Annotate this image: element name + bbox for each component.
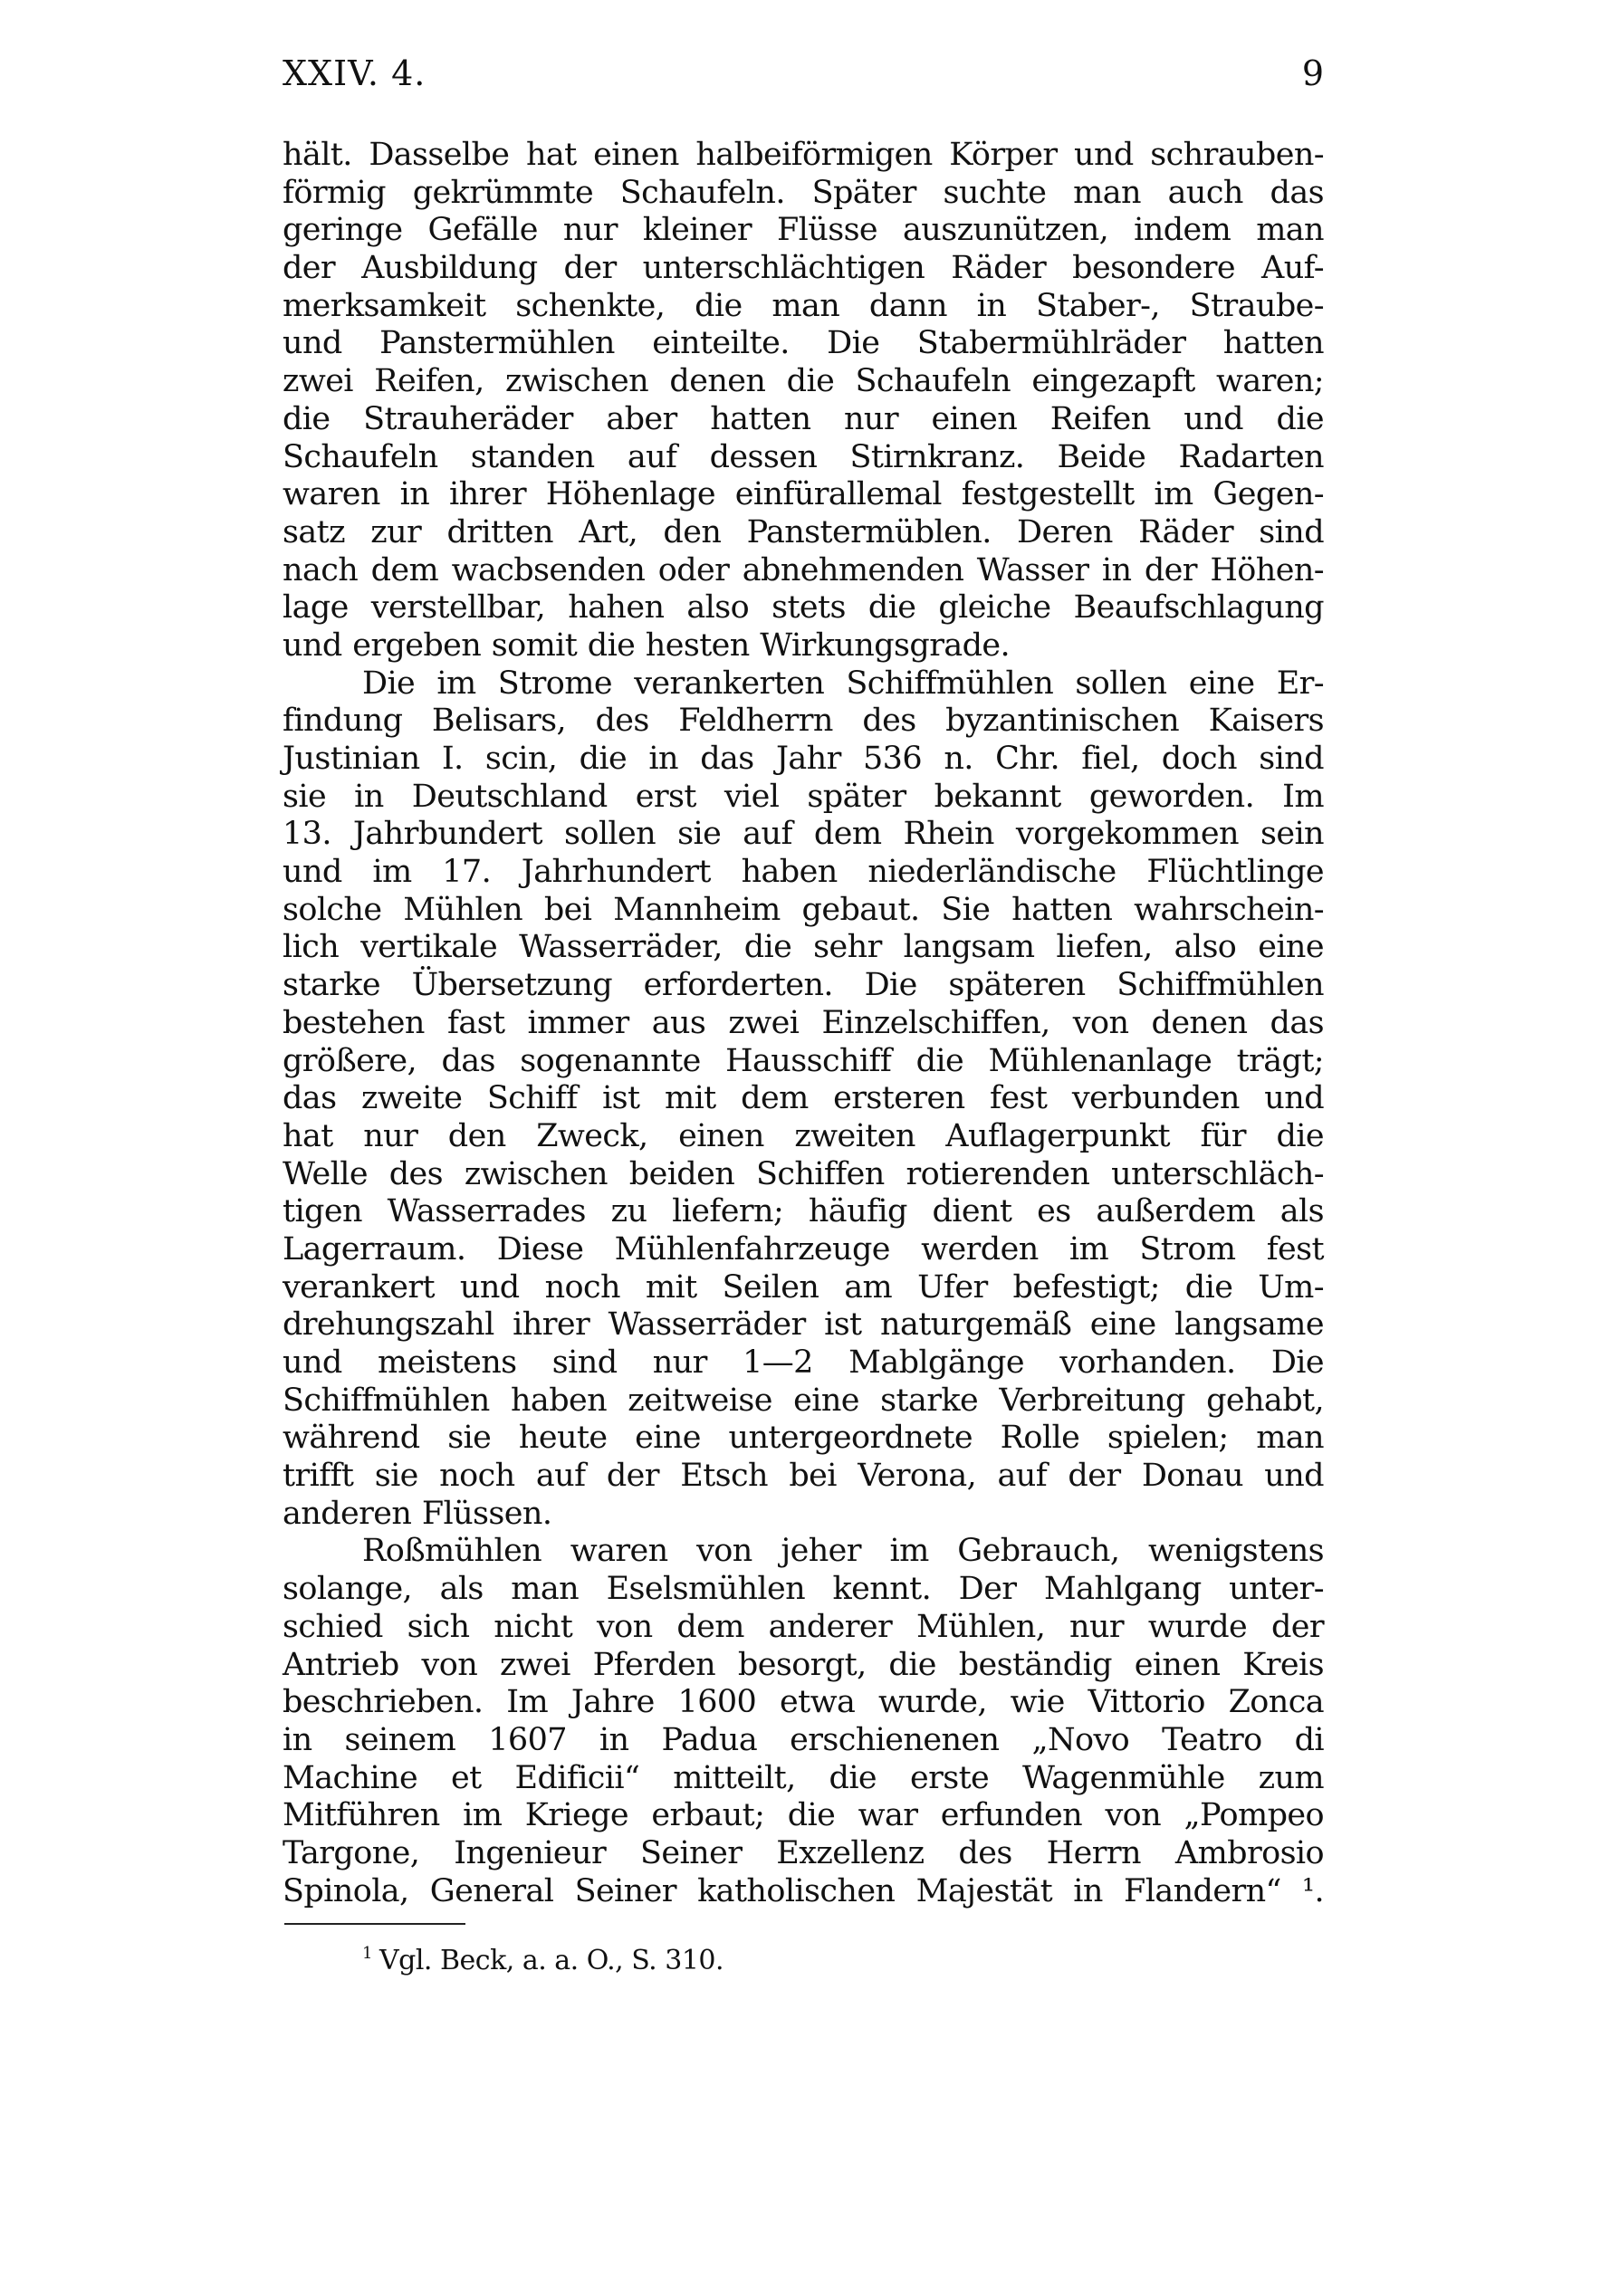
text-line: Machine et Edificii“ mitteilt, die erste Wagenmühle zum — [283, 1759, 1324, 1796]
text-line: solange, als man Eselsmühlen kennt. Der Mahlgang unter- — [283, 1571, 1324, 1608]
text-line: Justinian I. scin, die in das Jahr 536 n. Chr. fiel, doch sind — [283, 741, 1324, 777]
text-line: und im 17. Jahrhundert haben niederländische Flüchtlinge — [283, 854, 1324, 891]
text-line: lage verstellbar, hahen also stets die gleiche Beaufschlagung — [283, 589, 1324, 627]
text-line: waren in ihrer Höhenlage einfürallemal festgestellt im Gegen- — [283, 476, 1324, 513]
text-line: Schaufeln standen auf dessen Stirnkranz. Beide Radarten — [283, 438, 1324, 475]
text-line: findung Belisars, des Feldherrn des byzantinischen Kaisers — [283, 703, 1324, 740]
text-line: in seinem 1607 in Padua erschienenen „Novo Teatro di — [283, 1721, 1324, 1758]
text-line: nach dem wacbsenden oder abnehmenden Wasser in der Höhen- — [283, 551, 1324, 588]
text-line: lich vertikale Wasserräder, die sehr langsam liefen, also eine — [283, 929, 1324, 966]
text-line: Spinola, General Seiner katholischen Majestät in Flandern“ ¹. — [283, 1872, 1324, 1909]
text-line: Schiffmühlen haben zeitweise eine starke Verbreitung gehabt, — [283, 1382, 1324, 1419]
text-line: Lagerraum. Diese Mühlenfahrzeuge werden im Strom fest — [283, 1230, 1324, 1268]
page-number: 9 — [1301, 53, 1324, 93]
text-line: geringe Gefälle nur kleiner Flüsse auszunützen, indem man — [283, 212, 1324, 249]
body-text — [283, 137, 1324, 1910]
text-line: hat nur den Zweck, einen zweiten Auflagerpunkt für die — [283, 1117, 1324, 1154]
text-line: das zweite Schiff ist mit dem ersteren fest verbunden und — [283, 1080, 1324, 1117]
running-head — [283, 51, 1324, 96]
text-line: Mitführen im Kriege erbaut; die war erfunden von „Pompeo — [283, 1797, 1324, 1834]
text-line: drehungszahl ihrer Wasserräder ist naturgemäß eine langsame — [283, 1306, 1324, 1344]
text-line: schied sich nicht von dem anderer Mühlen, nur wurde der — [283, 1608, 1324, 1645]
text-line: die Strauheräder aber hatten nur einen Reifen und die — [283, 400, 1324, 437]
running-title: XXIV. 4. — [283, 53, 426, 93]
text-line: tigen Wasserrades zu liefern; häufig dient es außerdem als — [283, 1193, 1324, 1230]
text-line: trifft sie noch auf der Etsch bei Verona, auf der Donau und — [283, 1458, 1324, 1495]
text-line: beschrieben. Im Jahre 1600 etwa wurde, wie Vittorio Zonca — [283, 1684, 1324, 1721]
text-line: starke Übersetzung erforderten. Die späteren Schiffmühlen — [283, 967, 1324, 1004]
footnote-marker: 1 — [362, 1944, 372, 1963]
text-line: Antrieb von zwei Pferden besorgt, die beständig einen Kreis — [283, 1646, 1324, 1683]
text-line: Die im Strome verankerten Schiffmühlen sollen eine Er- — [362, 665, 1324, 702]
text-line: zwei Reifen, zwischen denen die Schaufeln eingezapft waren; — [283, 363, 1324, 400]
text-line: satz zur dritten Art, den Panstermüblen. Deren Räder sind — [283, 513, 1324, 550]
text-line: Roßmühlen waren von jeher im Gebrauch, wenigstens — [362, 1533, 1324, 1570]
footnote-divider — [284, 1923, 465, 1925]
text-line: während sie heute eine untergeordnete Rolle spielen; man — [283, 1420, 1324, 1457]
footnote — [362, 1936, 724, 1979]
text-line: größere, das sogenannte Hausschiff die Mühlenanlage trägt; — [283, 1042, 1324, 1079]
text-line: anderen Flüssen. — [283, 1495, 552, 1532]
text-line: und ergeben somit die hesten Wirkungsgrade. — [283, 627, 1011, 664]
text-line: merksamkeit schenkte, die man dann in Staber-, Straube- — [283, 287, 1324, 324]
text-line: Targone, Ingenieur Seiner Exzellenz des Herrn Ambrosio — [283, 1834, 1324, 1871]
text-line: 13. Jahrbundert sollen sie auf dem Rhein vorgekommen sein — [283, 816, 1324, 853]
text-line: der Ausbildung der unterschlächtigen Räder besondere Auf- — [283, 250, 1324, 287]
text-line: sie in Deutschland erst viel später bekannt geworden. Im — [283, 778, 1324, 815]
text-line: hält. Dasselbe hat einen halbeiförmigen Körper und schrauben- — [283, 137, 1324, 173]
text-line: bestehen fast immer aus zwei Einzelschiffen, von denen das — [283, 1004, 1324, 1041]
text-line: Welle des zwischen beiden Schiffen rotierenden unterschläch- — [283, 1155, 1324, 1192]
text-line: förmig gekrümmte Schaufeln. Später suchte man auch das — [283, 174, 1324, 211]
text-line: verankert und noch mit Seilen am Ufer befestigt; die Um- — [283, 1268, 1324, 1306]
footnote-text: Vgl. Beck, a. a. O., S. 310. — [379, 1945, 724, 1976]
text-line: und Panstermühlen einteilte. Die Stabermühlräder hatten — [283, 325, 1324, 362]
text-line: und meistens sind nur 1—2 Mablgänge vorhanden. Die — [283, 1344, 1324, 1381]
text-line: solche Mühlen bei Mannheim gebaut. Sie hatten wahrschein- — [283, 891, 1324, 928]
